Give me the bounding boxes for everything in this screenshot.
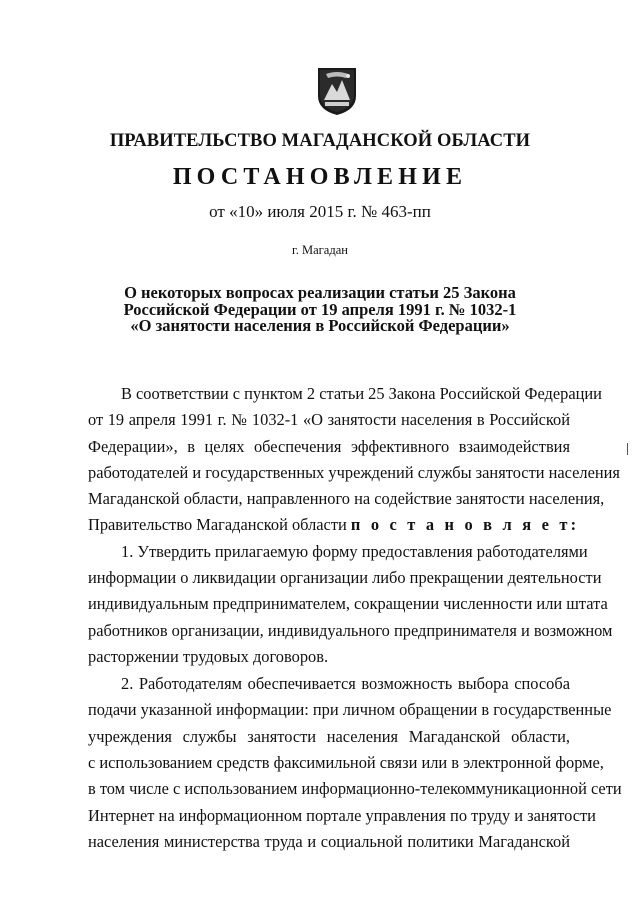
government-phrase: Правительство Магаданской области [88,515,347,534]
body-line: Федерации», в целях обеспечения эффективного взаимодействия [88,437,570,456]
document-date-number: от «10» июля 2015 г. № 463-пп [209,202,431,221]
document-type: ПОСТАНОВЛЕНИЕ [172,164,468,190]
body-line: работодателей и государственных учреждений службы занятости населения [88,463,620,482]
scan-mark [627,443,628,455]
subject-line: «О занятости населения в Российской Федерации» [130,316,510,335]
clause-2-line: подачи указанной информации: при личном обращении в государственные [88,700,612,719]
government-title: ПРАВИТЕЛЬСТВО МАГАДАНСКОЙ ОБЛАСТИ [109,131,531,151]
clause-1-line: 1. Утвердить прилагаемую форму предоставления работодателями [121,542,588,561]
resolves-word: п о с т а н о в л я е т: [350,515,580,534]
body-line: В соответствии с пунктом 2 статьи 25 Закона Российской Федерации [121,384,602,403]
subject-line: Российской Федерации от 19 апреля 1991 г. № 1032-1 [123,299,517,319]
clause-2-line: учреждения службы занятости населения Магаданской области, [88,727,570,746]
document-subject [0,285,640,335]
document-city: г. Магадан [292,243,348,257]
clause-1-line: расторжении трудовых договоров. [88,647,329,666]
clause-1-line: информации о ликвидации организации либо прекращении деятельности [88,568,602,587]
clause-2-line: в том числе с использованием информационно-телекоммуникационной сети [88,779,622,798]
subject-line: О некоторых вопросах реализации статьи 25 Закона [124,283,516,302]
coat-of-arms-emblem [316,66,358,116]
clause-2-line: Интернет на информационном портале управления по труду и занятости [88,806,596,825]
clause-1-line: индивидуальным предпринимателем, сокращении численности или штата [88,594,608,613]
clause-2-line: с использованием средств факсимильной связи или в электронной форме, [88,753,604,772]
clause-2-line: населения министерства труда и социальной политики Магаданской [88,832,570,851]
body-line: от 19 апреля 1991 г. № 1032-1 «О занятости населения в Российской [88,410,570,429]
body-line: Магаданской области, направленного на содействие занятости населения, [88,489,605,508]
clause-2-line: 2. Работодателям обеспечивается возможность выбора способа [121,674,570,693]
body-line-resolve [88,515,580,535]
clause-1-line: работников организации, индивидуального предпринимателя и возможном [88,621,613,640]
